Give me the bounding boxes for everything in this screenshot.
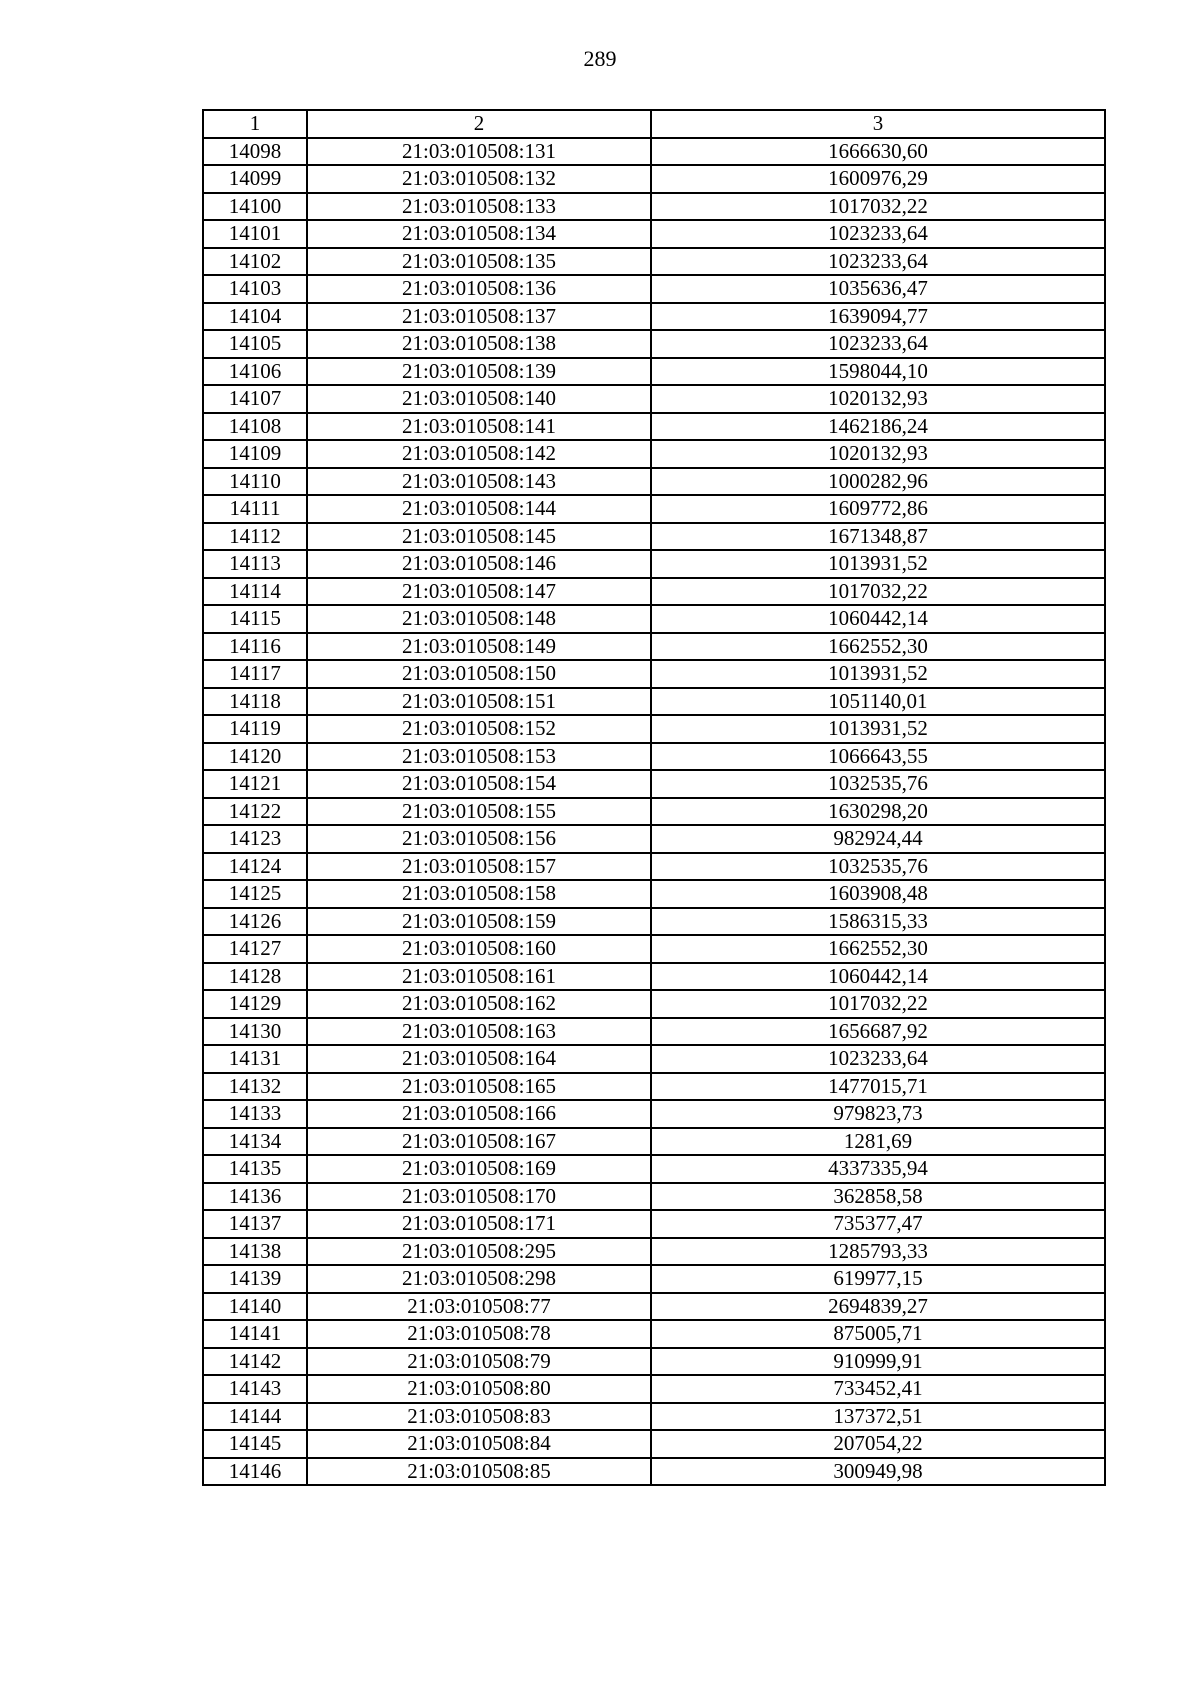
cadastral-number-cell: 21:03:010508:132 [307,165,651,193]
table-row [203,275,1105,303]
cadastral-number-cell: 21:03:010508:137 [307,303,651,331]
table-row [203,1073,1105,1101]
cadastral-number-cell: 21:03:010508:148 [307,605,651,633]
cadastral-number-cell: 21:03:010508:169 [307,1155,651,1183]
cadastral-number-cell: 21:03:010508:171 [307,1210,651,1238]
table-row [203,880,1105,908]
value-cell: 1000282,96 [651,468,1105,496]
cadastral-number-cell: 21:03:010508:83 [307,1403,651,1431]
value-cell: 137372,51 [651,1403,1105,1431]
value-cell: 1281,69 [651,1128,1105,1156]
header-cell-col-1: 1 [203,110,307,138]
row-number-cell: 14136 [203,1183,307,1211]
table-row [203,468,1105,496]
value-cell: 1630298,20 [651,798,1105,826]
value-cell: 1462186,24 [651,413,1105,441]
table-row [203,248,1105,276]
value-cell: 1017032,22 [651,990,1105,1018]
table-body [203,138,1105,1486]
cadastral-number-cell: 21:03:010508:153 [307,743,651,771]
row-number-cell: 14104 [203,303,307,331]
cadastral-number-cell: 21:03:010508:165 [307,1073,651,1101]
table-row [203,1375,1105,1403]
row-number-cell: 14140 [203,1293,307,1321]
table-row [203,138,1105,166]
value-cell: 1060442,14 [651,963,1105,991]
row-number-cell: 14099 [203,165,307,193]
value-cell: 1017032,22 [651,578,1105,606]
table-row [203,358,1105,386]
table-row [203,825,1105,853]
value-cell: 1066643,55 [651,743,1105,771]
cadastral-number-cell: 21:03:010508:136 [307,275,651,303]
value-cell: 735377,47 [651,1210,1105,1238]
table-row [203,1210,1105,1238]
cadastral-number-cell: 21:03:010508:163 [307,1018,651,1046]
table-row [203,688,1105,716]
row-number-cell: 14130 [203,1018,307,1046]
cadastral-number-cell: 21:03:010508:151 [307,688,651,716]
row-number-cell: 14102 [203,248,307,276]
table-header [203,110,1105,138]
value-cell: 1017032,22 [651,193,1105,221]
table-row [203,193,1105,221]
value-cell: 1671348,87 [651,523,1105,551]
row-number-cell: 14110 [203,468,307,496]
table-row [203,715,1105,743]
value-cell: 1023233,64 [651,1045,1105,1073]
cadastral-number-cell: 21:03:010508:155 [307,798,651,826]
cadastral-number-cell: 21:03:010508:298 [307,1265,651,1293]
row-number-cell: 14139 [203,1265,307,1293]
cadastral-number-cell: 21:03:010508:133 [307,193,651,221]
table-row [203,908,1105,936]
table-row [203,440,1105,468]
row-number-cell: 14134 [203,1128,307,1156]
table-row [203,220,1105,248]
table-row [203,1100,1105,1128]
table-row [203,1293,1105,1321]
value-cell: 910999,91 [651,1348,1105,1376]
cadastral-number-cell: 21:03:010508:167 [307,1128,651,1156]
cadastral-number-cell: 21:03:010508:156 [307,825,651,853]
table-row [203,330,1105,358]
cadastral-number-cell: 21:03:010508:131 [307,138,651,166]
table-row [203,1458,1105,1486]
cadastral-number-cell: 21:03:010508:166 [307,1100,651,1128]
row-number-cell: 14124 [203,853,307,881]
row-number-cell: 14125 [203,880,307,908]
header-row [203,110,1105,138]
cadastral-number-cell: 21:03:010508:77 [307,1293,651,1321]
cadastral-number-cell: 21:03:010508:79 [307,1348,651,1376]
table-row [203,550,1105,578]
row-number-cell: 14144 [203,1403,307,1431]
row-number-cell: 14101 [203,220,307,248]
row-number-cell: 14111 [203,495,307,523]
table-row [203,303,1105,331]
header-cell-col-2: 2 [307,110,651,138]
cadastral-number-cell: 21:03:010508:159 [307,908,651,936]
value-cell: 1662552,30 [651,633,1105,661]
row-number-cell: 14117 [203,660,307,688]
row-number-cell: 14141 [203,1320,307,1348]
value-cell: 1020132,93 [651,440,1105,468]
cadastral-number-cell: 21:03:010508:141 [307,413,651,441]
cadastral-number-cell: 21:03:010508:295 [307,1238,651,1266]
value-cell: 2694839,27 [651,1293,1105,1321]
row-number-cell: 14138 [203,1238,307,1266]
row-number-cell: 14100 [203,193,307,221]
table-row [203,495,1105,523]
row-number-cell: 14129 [203,990,307,1018]
cadastral-number-cell: 21:03:010508:145 [307,523,651,551]
cadastral-number-cell: 21:03:010508:157 [307,853,651,881]
value-cell: 619977,15 [651,1265,1105,1293]
table-row [203,1018,1105,1046]
table-row [203,1183,1105,1211]
row-number-cell: 14126 [203,908,307,936]
cadastral-number-cell: 21:03:010508:134 [307,220,651,248]
table-row [203,633,1105,661]
table-row [203,935,1105,963]
cadastral-number-cell: 21:03:010508:139 [307,358,651,386]
cadastral-number-cell: 21:03:010508:80 [307,1375,651,1403]
row-number-cell: 14113 [203,550,307,578]
cadastral-number-cell: 21:03:010508:154 [307,770,651,798]
value-cell: 1666630,60 [651,138,1105,166]
value-cell: 1013931,52 [651,550,1105,578]
value-cell: 1013931,52 [651,660,1105,688]
cadastral-number-cell: 21:03:010508:84 [307,1430,651,1458]
value-cell: 4337335,94 [651,1155,1105,1183]
row-number-cell: 14118 [203,688,307,716]
data-table [202,109,1106,1486]
row-number-cell: 14116 [203,633,307,661]
table-row [203,990,1105,1018]
row-number-cell: 14109 [203,440,307,468]
cadastral-number-cell: 21:03:010508:140 [307,385,651,413]
row-number-cell: 14112 [203,523,307,551]
table-row [203,385,1105,413]
value-cell: 1598044,10 [651,358,1105,386]
row-number-cell: 14133 [203,1100,307,1128]
value-cell: 1013931,52 [651,715,1105,743]
value-cell: 1023233,64 [651,330,1105,358]
row-number-cell: 14131 [203,1045,307,1073]
table-row [203,963,1105,991]
value-cell: 1020132,93 [651,385,1105,413]
value-cell: 1285793,33 [651,1238,1105,1266]
value-cell: 1051140,01 [651,688,1105,716]
cadastral-number-cell: 21:03:010508:142 [307,440,651,468]
value-cell: 733452,41 [651,1375,1105,1403]
value-cell: 1600976,29 [651,165,1105,193]
row-number-cell: 14120 [203,743,307,771]
cadastral-number-cell: 21:03:010508:85 [307,1458,651,1486]
row-number-cell: 14143 [203,1375,307,1403]
table-row [203,1155,1105,1183]
cadastral-number-cell: 21:03:010508:143 [307,468,651,496]
value-cell: 1023233,64 [651,220,1105,248]
value-cell: 362858,58 [651,1183,1105,1211]
row-number-cell: 14123 [203,825,307,853]
value-cell: 1656687,92 [651,1018,1105,1046]
row-number-cell: 14137 [203,1210,307,1238]
table-row [203,743,1105,771]
value-cell: 1023233,64 [651,248,1105,276]
cadastral-number-cell: 21:03:010508:150 [307,660,651,688]
cadastral-number-cell: 21:03:010508:78 [307,1320,651,1348]
row-number-cell: 14114 [203,578,307,606]
cadastral-number-cell: 21:03:010508:161 [307,963,651,991]
cadastral-number-cell: 21:03:010508:135 [307,248,651,276]
table-row [203,1403,1105,1431]
row-number-cell: 14103 [203,275,307,303]
row-number-cell: 14142 [203,1348,307,1376]
table-row [203,578,1105,606]
value-cell: 1609772,86 [651,495,1105,523]
table-row [203,1238,1105,1266]
row-number-cell: 14098 [203,138,307,166]
row-number-cell: 14122 [203,798,307,826]
cadastral-number-cell: 21:03:010508:146 [307,550,651,578]
value-cell: 1035636,47 [651,275,1105,303]
value-cell: 979823,73 [651,1100,1105,1128]
table-row [203,853,1105,881]
cadastral-number-cell: 21:03:010508:138 [307,330,651,358]
row-number-cell: 14105 [203,330,307,358]
table-row [203,1128,1105,1156]
value-cell: 982924,44 [651,825,1105,853]
cadastral-number-cell: 21:03:010508:164 [307,1045,651,1073]
row-number-cell: 14106 [203,358,307,386]
table-row [203,798,1105,826]
row-number-cell: 14127 [203,935,307,963]
row-number-cell: 14146 [203,1458,307,1486]
table-row [203,1045,1105,1073]
value-cell: 1032535,76 [651,770,1105,798]
table-row [203,165,1105,193]
cadastral-number-cell: 21:03:010508:158 [307,880,651,908]
table-row [203,1265,1105,1293]
row-number-cell: 14108 [203,413,307,441]
cadastral-number-cell: 21:03:010508:162 [307,990,651,1018]
value-cell: 875005,71 [651,1320,1105,1348]
table-row [203,413,1105,441]
row-number-cell: 14132 [203,1073,307,1101]
row-number-cell: 14128 [203,963,307,991]
row-number-cell: 14121 [203,770,307,798]
table-row [203,1430,1105,1458]
row-number-cell: 14107 [203,385,307,413]
table-row [203,1348,1105,1376]
value-cell: 1586315,33 [651,908,1105,936]
row-number-cell: 14119 [203,715,307,743]
cadastral-number-cell: 21:03:010508:149 [307,633,651,661]
table-row [203,770,1105,798]
row-number-cell: 14145 [203,1430,307,1458]
value-cell: 1639094,77 [651,303,1105,331]
value-cell: 207054,22 [651,1430,1105,1458]
table-row [203,660,1105,688]
row-number-cell: 14115 [203,605,307,633]
cadastral-number-cell: 21:03:010508:152 [307,715,651,743]
cadastral-number-cell: 21:03:010508:160 [307,935,651,963]
value-cell: 300949,98 [651,1458,1105,1486]
value-cell: 1032535,76 [651,853,1105,881]
row-number-cell: 14135 [203,1155,307,1183]
table-row [203,1320,1105,1348]
cadastral-number-cell: 21:03:010508:170 [307,1183,651,1211]
page-number: 289 [583,46,617,71]
cadastral-number-cell: 21:03:010508:147 [307,578,651,606]
value-cell: 1603908,48 [651,880,1105,908]
value-cell: 1060442,14 [651,605,1105,633]
header-cell-col-3: 3 [651,110,1105,138]
cadastral-number-cell: 21:03:010508:144 [307,495,651,523]
table-row [203,605,1105,633]
value-cell: 1477015,71 [651,1073,1105,1101]
table-row [203,523,1105,551]
value-cell: 1662552,30 [651,935,1105,963]
